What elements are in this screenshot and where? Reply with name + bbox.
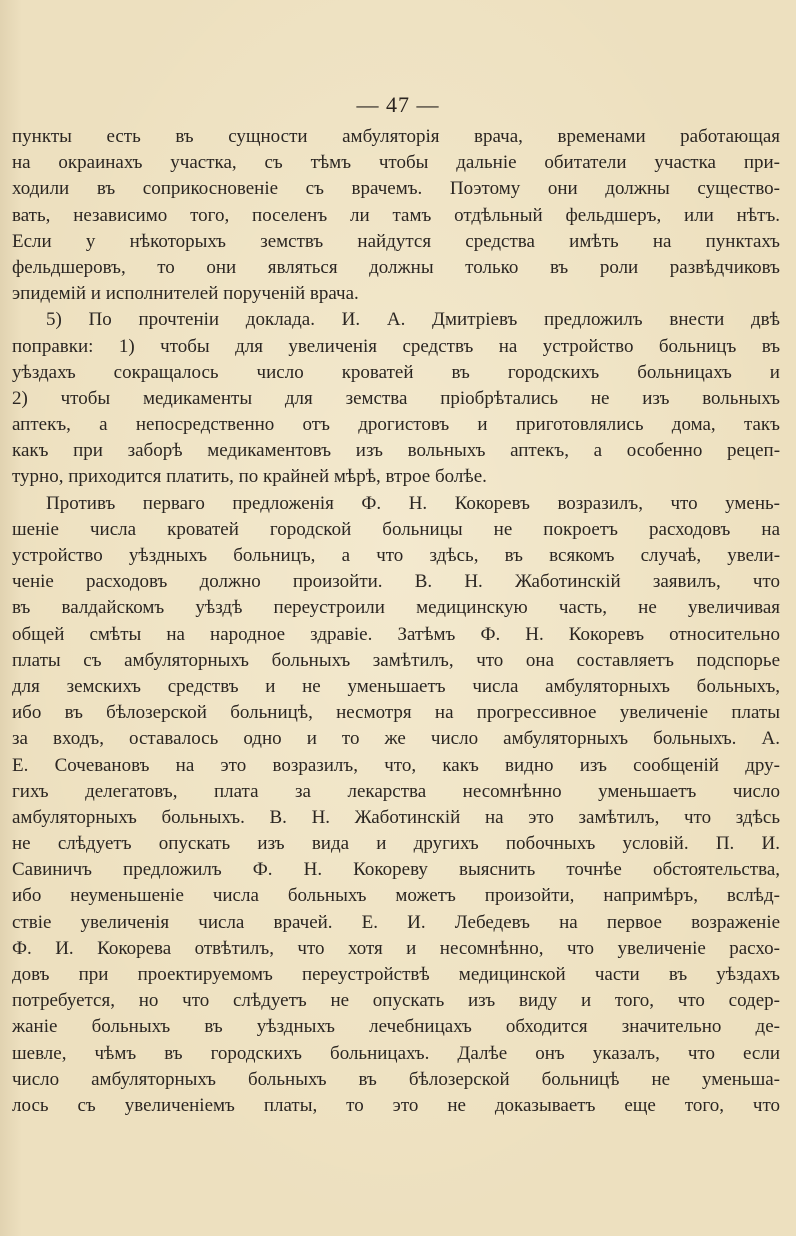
- text-line: 5) По прочтеніи доклада. И. А. Дмитріевъ предложилъ внести двѣ: [46, 309, 780, 331]
- text-line: потребуется, но что слѣдуетъ не опускать изъ виду и того, что содер-: [12, 990, 780, 1012]
- text-line: Противъ перваго предложенія Ф. Н. Кокоревъ возразилъ, что умень-: [46, 492, 780, 514]
- text-line: Если у нѣкоторыхъ земствъ найдутся средства имѣть на пунктахъ: [12, 230, 781, 252]
- text-line: платы съ амбуляторныхъ больныхъ замѣтилъ, что она составляетъ подспорье: [12, 649, 781, 671]
- text-line: шевле, чѣмъ въ городскихъ больницахъ. Далѣе онъ указалъ, что если: [12, 1042, 780, 1064]
- text-line: ченіе расходовъ должно произойти. В. Н. Жаботинскій заявилъ, что: [12, 571, 780, 593]
- text-line: ибо въ бѣлозерской больницѣ, несмотря на прогрессивное увеличеніе платы: [12, 702, 780, 724]
- text-line: устройство уѣздныхъ больницъ, а что здѣсь, въ всякомъ случаѣ, увели-: [12, 545, 781, 566]
- text-line: за входъ, оставалось одно и то же число амбуляторныхъ больныхъ. А.: [12, 728, 780, 750]
- text-line: ибо неуменьшеніе числа больныхъ можетъ произойти, напримѣръ, вслѣд-: [12, 885, 780, 907]
- text-line: Ф. И. Кокорева отвѣтилъ, что хотя и несомнѣнно, что увеличеніе расхо-: [12, 937, 780, 959]
- text-line: довъ при проектируемомъ переустройствѣ медицинской части въ уѣздахъ: [12, 964, 780, 985]
- text-line: число амбуляторныхъ больныхъ въ бѣлозерской больницѣ не уменьша-: [12, 1068, 780, 1090]
- text-line: лось съ увеличеніемъ платы, то это не доказываетъ еще того, что: [12, 1094, 780, 1116]
- text-line: не слѣдуетъ опускать изъ вида и другихъ побочныхъ условій. П. И.: [12, 833, 780, 855]
- text-line: Савиничъ предложилъ Ф. Н. Кокореву выяснить точнѣе обстоятельства,: [12, 859, 780, 881]
- text-line: аптекъ, а непосредственно отъ дрогистовъ и приготовлялись дома, такъ: [12, 414, 780, 436]
- text-line: 2) чтобы медикаменты для земства пріобрѣтались не изъ вольныхъ: [12, 387, 780, 409]
- body-text: [12, 124, 781, 1119]
- text-line: ствіе увеличенія числа врачей. Е. И. Лебедевъ на первое возраженіе: [12, 911, 781, 933]
- page-number: — 47 —: [356, 92, 440, 117]
- text-line: на окраинахъ участка, съ тѣмъ чтобы дальніе обитатели участка при-: [12, 152, 780, 174]
- text-line: Е. Сочевановъ на это возразилъ, что, какъ видно изъ сообщеній дру-: [12, 754, 780, 776]
- text-line: турно, приходится платить, по крайней мѣрѣ, втрое болѣе.: [12, 466, 487, 488]
- text-line: какъ при заборѣ медикаментовъ изъ вольныхъ аптекъ, а особенно рецеп-: [12, 440, 781, 462]
- text-line: пункты есть въ сущности амбуляторія врача, временами работающая: [12, 126, 781, 147]
- text-line: вать, независимо того, поселенъ ли тамъ отдѣльный фельдшеръ, или нѣтъ.: [12, 204, 781, 226]
- text-line: ходили въ соприкосновеніе съ врачемъ. Поэтому они должны существо-: [12, 178, 781, 200]
- text-line: фельдшеровъ, то они являться должны только въ роли развѣдчиковъ: [12, 256, 780, 278]
- text-line: для земскихъ средствъ и не уменьшаетъ числа амбуляторныхъ больныхъ,: [12, 675, 781, 697]
- text-line: уѣздахъ сокращалось число кроватей въ городскихъ больницахъ и: [12, 361, 780, 383]
- text-line: шеніе числа кроватей городской больницы не покроетъ расходовъ на: [12, 518, 780, 540]
- text-line: жаніе больныхъ въ уѣздныхъ лечебницахъ обходится значительно де-: [12, 1016, 780, 1038]
- text-line: поправки: 1) чтобы для увеличенія средствъ на устройство больницъ въ: [12, 335, 781, 357]
- text-line: въ валдайскомъ уѣздѣ переустроили медицинскую часть, не увеличивая: [12, 597, 781, 619]
- text-line: гихъ делегатовъ, плата за лекарства несомнѣнно уменьшаетъ число: [12, 780, 780, 802]
- text-line: эпидемій и исполнителей порученій врача.: [12, 283, 359, 305]
- text-line: амбуляторныхъ больныхъ. В. Н. Жаботинскій на это замѣтилъ, что здѣсь: [12, 806, 780, 828]
- text-line: общей смѣты на народное здравіе. Затѣмъ Ф. Н. Кокоревъ относительно: [12, 623, 780, 645]
